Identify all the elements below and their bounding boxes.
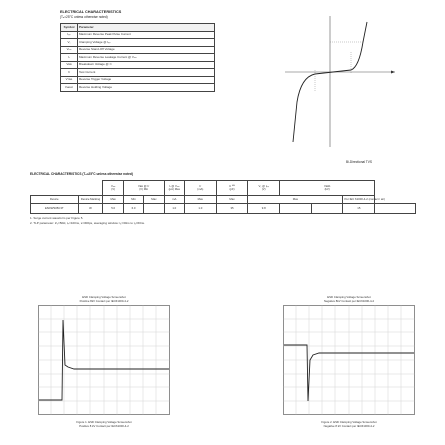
value-cell	[311, 204, 343, 214]
note: 1. Surge current waveform per Figure 5.	[30, 216, 84, 220]
parameter-header: Parameter	[78, 24, 215, 32]
value-cell: 1.0	[184, 204, 216, 214]
section-subtitle: (Tₐ=25°C unless otherwise noted)	[60, 15, 108, 19]
table-row	[61, 31, 215, 39]
value-cell: 35	[216, 204, 248, 214]
column-header: Max	[248, 196, 343, 204]
table-subheader-row	[31, 196, 416, 204]
table-row	[61, 54, 215, 62]
column-header: Vʙʀ @ Iᴛ (V) Min	[123, 181, 164, 196]
parameter-cell: Maximum Reverse Peak Pulse Current	[78, 31, 215, 39]
parameter-table	[60, 23, 215, 92]
parameter-cell: Maximum Reverse Leakage Current @ Vᵣᵥᵥ	[78, 54, 215, 62]
column-header: mA	[164, 196, 184, 204]
value-cell: 15	[343, 204, 375, 214]
parameter-cell: Reverse Trigger Voltage	[78, 76, 215, 84]
blank-cell	[375, 181, 416, 196]
parameter-cell: Reverse Holding Voltage	[78, 84, 215, 92]
figure-caption: Figure 1. ESD Clamping Voltage Screenshot	[76, 420, 132, 424]
column-header: V꜀ @ Iₚₚ (V)	[248, 181, 280, 196]
column-header: Vᵣᵥᵥ (V)	[103, 181, 123, 196]
figure-caption: Figure 2. ESD Clamping Voltage Screenshot	[321, 420, 377, 424]
column-header: Device Marking	[78, 196, 103, 204]
diagram-caption: Bi-Directional TVS	[346, 160, 372, 164]
parameter-table-header	[61, 24, 215, 32]
marking-cell: W	[78, 204, 103, 214]
column-header: Iᵣ @ Vᵣᵥᵥ (μA) Max	[164, 181, 184, 196]
symbol-cell: Iᴛ	[61, 69, 78, 77]
symbol-cell: V꜀	[61, 39, 78, 47]
column-header: Max	[144, 196, 164, 204]
table-row	[61, 84, 215, 92]
column-header: Device	[31, 196, 79, 204]
value-cell	[280, 204, 312, 214]
electrical-characteristics-table	[30, 180, 416, 214]
table-row	[31, 204, 416, 214]
symbol-cell: Vᴛʀɢ	[61, 76, 78, 84]
symbol-cell: Iᵣ	[61, 54, 78, 62]
table-row	[61, 69, 215, 77]
column-header: C ᴴᴬᴵ (pF)	[216, 181, 248, 196]
device-cell: ESDWS05C3T	[31, 204, 79, 214]
column-header: Max	[216, 196, 248, 204]
symbol-cell: Vᵣᵥᵥ	[61, 46, 78, 54]
figure-inner-title: ESD Clamping Voltage Screenshot	[327, 295, 371, 299]
figure-caption: Positive 8 kV Contact per IEC61000-4-2	[79, 424, 129, 428]
figure2-scope	[283, 305, 415, 415]
section2-title: ELECTRICAL CHARACTERISTICS (Tₐ=25°C unless otherwise noted)	[30, 172, 133, 176]
value-cell: 6.0	[123, 204, 143, 214]
symbol-cell: Vʜᴏʟᴅ	[61, 84, 78, 92]
figure1-scope	[38, 305, 170, 415]
axis-arrow	[391, 71, 395, 74]
table-header-row	[31, 181, 416, 196]
figure-inner-subtitle: Negative 8kV Contact per IEC61000-4-2	[323, 299, 375, 303]
column-header: Vᴇꜱᴅ (kV)	[280, 181, 375, 196]
value-cell	[375, 204, 416, 214]
note: 2. TLP parameter: Z₀=50Ω, tₚ=100ns, tᵣ=300ps, averaging window: t₁=30ns to t₂=60ns.	[30, 221, 145, 225]
symbol-cell: Iₚₚ	[61, 31, 78, 39]
parameter-cell: Breakdown Voltage @ Iᴛ	[78, 61, 215, 69]
table-row	[61, 61, 215, 69]
blank-cell	[31, 181, 79, 196]
parameter-cell: Test Current	[78, 69, 215, 77]
figure-inner-title: ESD Clamping Voltage Screenshot	[82, 295, 126, 299]
figure-caption: Negative 8 kV Contact per IEC61000-4-2	[323, 424, 375, 428]
value-cell: 5.0	[103, 204, 123, 214]
parameter-cell: Reverse Stand-Off Voltage	[78, 46, 215, 54]
column-header: Per IEC 61000-4-2 (contact / air)	[343, 196, 375, 204]
blank-cell	[78, 181, 103, 196]
column-header: Iᴛ (mA)	[184, 181, 216, 196]
parameter-cell: Clamping Voltage @ Iₚₚ	[78, 39, 215, 47]
column-header: Max	[103, 196, 123, 204]
figure-inner-subtitle: Positive 8kV Contact per IEC61000-4-2	[79, 299, 129, 303]
table-row	[61, 46, 215, 54]
iv-characteristic-diagram	[255, 12, 405, 162]
column-header: Max	[184, 196, 216, 204]
value-cell	[144, 204, 164, 214]
table-row	[61, 76, 215, 84]
table-row	[61, 39, 215, 47]
symbol-header: Symbol	[61, 24, 78, 32]
column-header: Min	[123, 196, 143, 204]
section-title: ELECTRICAL CHARACTERISTICS	[60, 10, 122, 14]
value-cell: 1.0	[164, 204, 184, 214]
symbol-cell: Vʙʀ	[61, 61, 78, 69]
value-cell: 9.8	[248, 204, 280, 214]
